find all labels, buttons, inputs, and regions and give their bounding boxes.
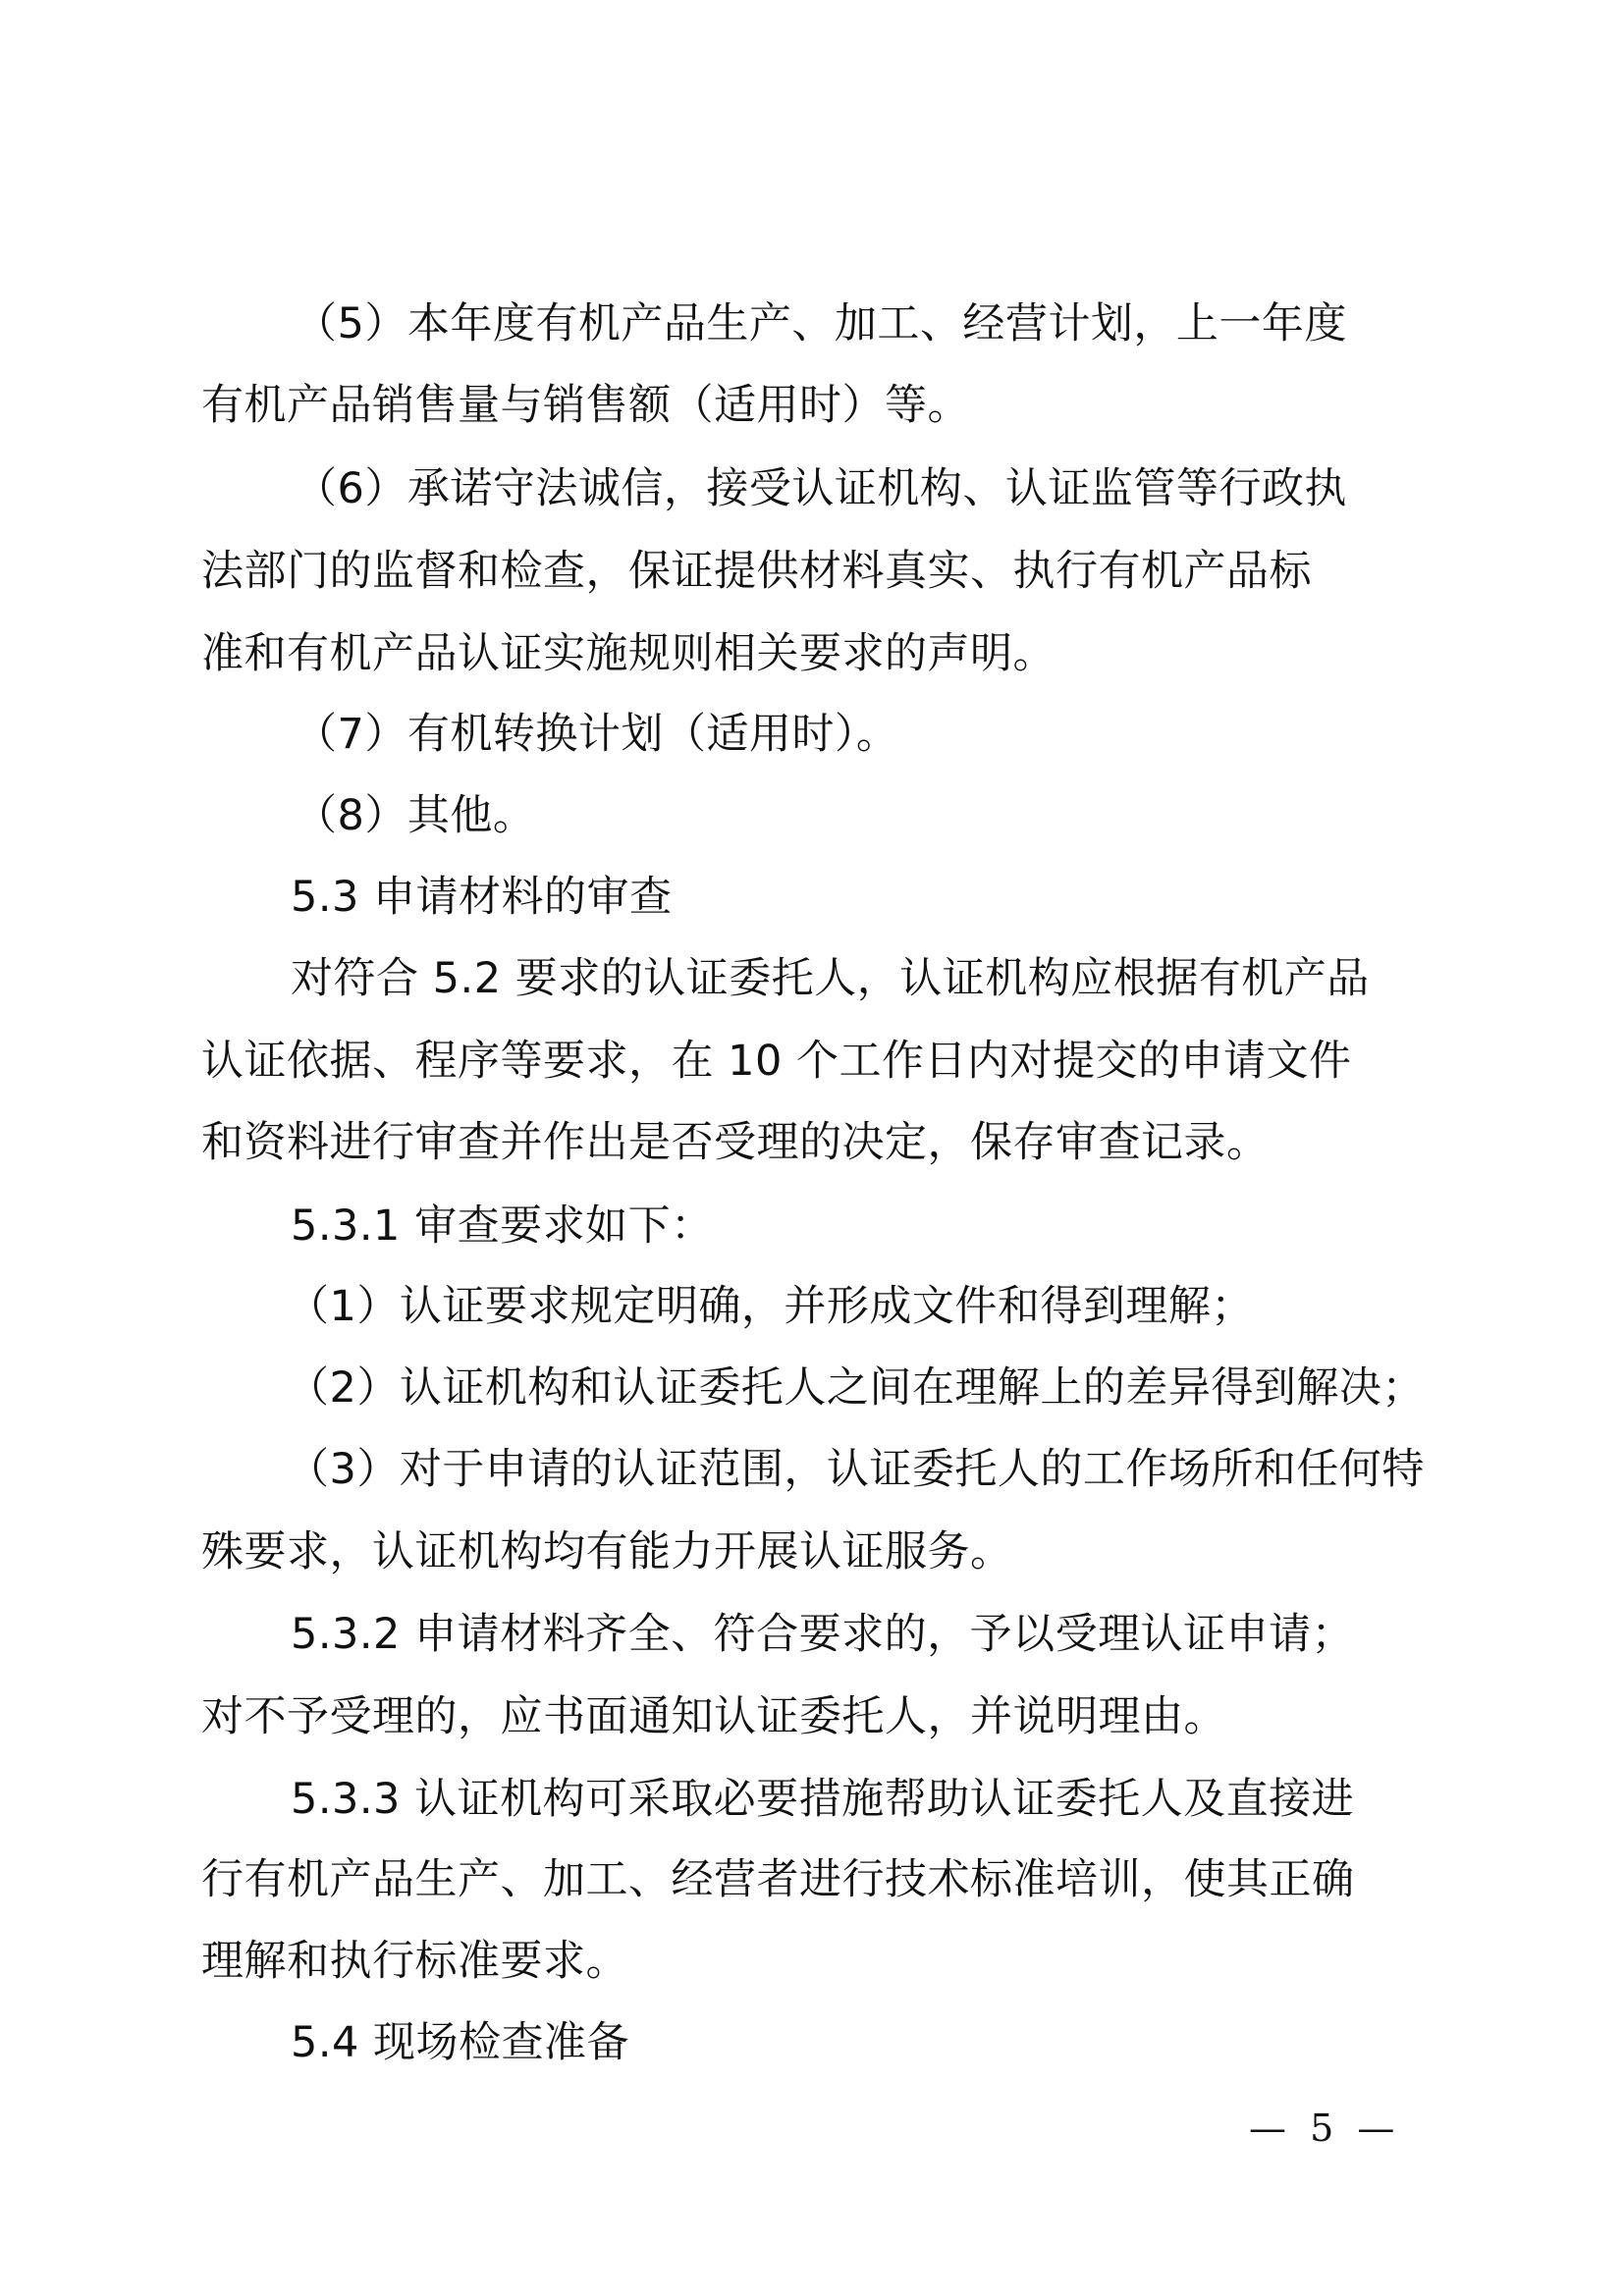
text-line: 理解和执行标准要求。	[201, 1937, 628, 1986]
text-line: 5.3.3 认证机构可采取必要措施帮助认证委托人及直接进	[291, 1775, 1355, 1824]
text-line: 法部门的监督和检查，保证提供材料真实、执行有机产品标	[201, 547, 1312, 596]
text-line: （8）其他。	[295, 791, 536, 840]
text-line: 殊要求，认证机构均有能力开展认证服务。	[201, 1527, 1013, 1576]
text-line: （2）认证机构和认证委托人之间在理解上的差异得到解决；	[287, 1363, 1425, 1413]
section-heading: 5.3.1 审查要求如下：	[291, 1201, 714, 1251]
text-line: 和资料进行审查并作出是否受理的决定，保存审查记录。	[201, 1118, 1270, 1167]
section-heading: 5.4 现场检查准备	[291, 2018, 630, 2067]
text-line: 5.3.2 申请材料齐全、符合要求的，予以受理认证申请；	[291, 1610, 1355, 1659]
text-line: 对不予受理的，应书面通知认证委托人，并说明理由。	[201, 1692, 1226, 1741]
page-number: — 5 —	[1249, 2107, 1401, 2150]
text-line: （6）承诺守法诚信，接受认证机构、认证监管等行政执	[295, 464, 1347, 513]
text-line: （3）对于申请的认证范围，认证委托人的工作场所和任何特	[287, 1445, 1425, 1494]
text-line: （5）本年度有机产品生产、加工、经营计划，上一年度	[295, 299, 1347, 348]
text-line: 认证依据、程序等要求，在 10 个工作日内对提交的申请文件	[201, 1037, 1352, 1086]
text-line: 有机产品销售量与销售额（适用时）等。	[201, 381, 970, 430]
text-line: 行有机产品生产、加工、经营者进行技术标准培训，使其正确	[201, 1855, 1355, 1904]
section-heading: 5.3 申请材料的审查	[291, 873, 673, 922]
text-line: 对符合 5.2 要求的认证委托人，认证机构应根据有机产品	[291, 954, 1370, 1003]
text-line: （1）认证要求规定明确，并形成文件和得到理解；	[287, 1282, 1254, 1331]
text-line: 准和有机产品认证实施规则相关要求的声明。	[201, 629, 1056, 678]
text-line: （7）有机转换计划（适用时）。	[295, 710, 899, 759]
